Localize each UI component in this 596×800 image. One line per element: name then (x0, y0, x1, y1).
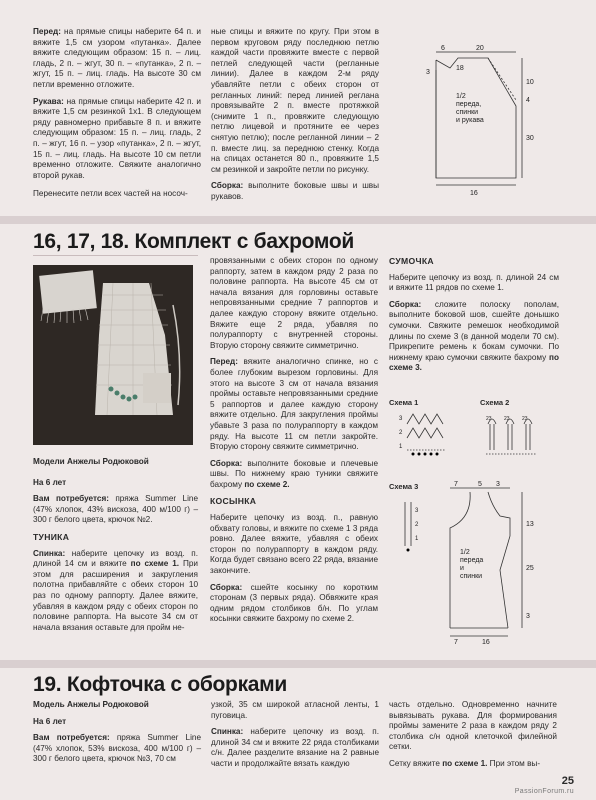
top-col-2: ные спицы и вяжите по кругу. При этом в первом круговом ряду последнюю петлю каждой части провяжите вместе с первой петлей следующей части (регланные линии). Далее в каждом 2-м ряду убавляйте петли с обеих сторон от регланных линий: перед линией реглана провязывайте 2 п. вместе протяжкой (снимите 1 п., провяжите следующую петлю лицевой и протяните ее через снятую петлю); после регланной линии – 2 п. вместе лиц. за переднюю стенку. Когда на спицах останется 80 п., провяжите 1,5 см резинкой и закройте петли по рисунку. Сборка: выполните боковые швы и швы рукавов. (211, 27, 379, 201)
svg-text:13: 13 (526, 521, 534, 528)
page-number: 25 (561, 775, 574, 787)
tunic-schematic-diagram (430, 478, 570, 648)
svg-text:25: 25 (526, 565, 534, 572)
svg-text:и рукава: и рукава (456, 117, 484, 124)
svg-text:1/2: 1/2 (456, 93, 466, 100)
svg-text:23: 23 (486, 416, 492, 422)
dim-10: 10 (526, 79, 534, 86)
dim-4: 4 (526, 97, 530, 104)
section3-col-1: Модель Анжелы Родюковой На 6 лет Вам потребуется: пряжа Summer Line (47% хлопок, 53% вискоза, 400 м/100 г) – 300 г белого цвета, крючок №3, 70 см (33, 700, 201, 764)
svg-text:переда,: переда, (456, 101, 482, 108)
label-front: Перед: (33, 27, 61, 36)
schema-2-diagram (478, 410, 548, 460)
svg-text:16: 16 (482, 639, 490, 646)
top-col-1: Перед: на прямые спицы наберите 64 п. и вяжите 1,5 см узором «путанка». Далее вяжите следующим образом: 15 п. – лиц. гладь, 2 п. – жгут, 30 п. – «путанка», 2 п. – жгут, 15 п. – лиц. гладь. На высоте 30 см петли временно отложите. Рукава: на прямые спицы наберите 42 п. и вяжите 1,5 см резинкой 1х1. В следующем ряду равномерно прибавьте 8 п. и вяжите следующим образом: 15 п. – лиц. гладь, 2 п. – жгут, 16 п. – узор «путанка», 2 п. – жгут, 15 п. – лиц. гладь. На высоте 10 см петли временно отложите. Свяжите аналогично второй рукав. Перенесите петли всех частей на носоч- (33, 27, 201, 199)
svg-text:2: 2 (399, 430, 403, 436)
section2-col-1: Модели Анжелы Родюковой На 6 лет Вам потребуется: пряжа Summer Line (47% хлопок, 43% вискоза, 400 м/100 г) – 300 г белого цвета, крючок №2. ТУНИКА Спинка: наберите цепочку из возд. п. длиной 14 см и вяжите по схеме 1. При этом для расширения и закругления полотна прибавляйте с обеих сторон 10 раз по одному раппорту. Далее вяжите, убавляя в каждом ряду с обеих сторон по половине раппорта. На высоте 34 см от начала вязания оставьте для пройм не- (33, 457, 198, 632)
schema-3-title: Схема 3 (389, 482, 419, 491)
svg-text:2: 2 (415, 522, 419, 528)
svg-text:23: 23 (504, 416, 510, 422)
schema-3-diagram (395, 496, 435, 556)
tunic-heading: ТУНИКА (33, 531, 70, 542)
scarf-heading: КОСЫНКА (210, 496, 257, 507)
schema-2-title: Схема 2 (480, 398, 510, 407)
svg-text:1: 1 (415, 536, 419, 542)
schema-1-diagram (389, 410, 469, 460)
svg-text:1: 1 (399, 444, 403, 450)
svg-text:5: 5 (478, 481, 482, 488)
svg-text:спинки: спинки (456, 109, 479, 116)
section3-col-2: узкой, 35 см широкой атласной ленты, 1 пуговица. Спинка: наберите цепочку из возд. п. длиной 34 см и вяжите 22 ряда столбиками с/н. Далее разделите вязание на 2 равные части и продолжайте вязать каждую (211, 700, 379, 768)
svg-text:7: 7 (454, 639, 458, 646)
dim-30: 30 (526, 135, 534, 142)
svg-text:3: 3 (526, 613, 530, 620)
svg-text:3: 3 (496, 481, 500, 488)
product-photo (33, 265, 193, 445)
section3-col-3: часть отдельно. Одновременно начните вывязывать рукава. Для формирования проймы замените 2 раза в каждом ряду 2 столбика с/н одной клеточкой филейной сетки. Сетку вяжите по схеме 1. При этом вы- (389, 700, 557, 768)
age-label: На 6 лет (33, 477, 67, 487)
svg-text:3: 3 (399, 416, 403, 422)
watermark: PassionForum.ru (514, 788, 574, 795)
designer-credit: Модели Анжелы Родюковой (33, 457, 149, 466)
svg-text:переда: переда (460, 557, 484, 564)
svg-text:7: 7 (454, 481, 458, 488)
raglan-schematic-diagram (408, 40, 568, 200)
label-assembly: Сборка: (211, 181, 244, 191)
dim-3: 3 (426, 69, 430, 76)
section-title-blouse: 19. Кофточка с оборками (33, 673, 288, 696)
label-sleeves: Рукава: (33, 96, 64, 106)
bag-heading: СУМОЧКА (389, 256, 434, 266)
dim-20: 20 (476, 45, 484, 52)
section2-col-2: провязанными с обеих сторон по одному раппорту, затем в каждом ряду 2 раза по половине раппорта. На высоте 45 см от начала вязания для горловины оставьте непровязанными средние 7 раппортов и далее каждую сторону вяжите отдельно. Вяжите еще 2 ряда, убавляя по полураппорту с внутренней стороны. Вторую сторону свяжите симметрично. Перед: вяжите аналогично спинке, но с более глубоким вырезом горловины. Для этого на высоте 3 см от начала вязания проймы оставьте непровязанными средние 5 раппортов и далее каждую сторону вяжите отдельно. Для закругления проймы убавьте 3 раза по полураппорту в каждом ряду. На высоте 11 см петли закройте. Вторую сторону свяжите симметрично. Сборка: выполните боковые и плечевые швы. По нижнему краю туники свяжите бахрому по схеме 2. КОСЫНКА Наберите цепочку из возд. п., равную обхвату головы, и вяжите по схеме 1 3 ряда ровно. Далее вяжите, убавляя с обеих сторон по полураппорту в каждом ряду. Когда будет связано всего 22 ряда, вязание закончите. Сборка: сшейте косынку по коротким сторонам (3 первых ряда). Обвяжите края одним рядом столбиков б/н. По углам косынки свяжите бахрому по схеме 2. (210, 256, 378, 624)
section-separator-2 (0, 660, 596, 668)
section2-col-3: СУМОЧКА Наберите цепочку из возд. п. длиной 24 см и вяжите 11 рядов по схеме 1. Сборка: сложите полоску пополам, выполните боковой шов, сшейте донышко сумочки. Свяжите ремешок необходимой длины по схеме 3 (в данной модели 70 см). Прикрепите ремень к бокам сумочки. По нижнему краю сумочки свяжите бахрому по схеме 3. (389, 256, 559, 373)
svg-text:23: 23 (522, 416, 528, 422)
section-title-set: 16, 17, 18. Комплект с бахромой (33, 230, 354, 253)
schema-1-title: Схема 1 (389, 398, 419, 407)
svg-text:спинки: спинки (460, 573, 483, 580)
dim-18: 18 (456, 65, 464, 72)
section-separator (0, 216, 596, 224)
svg-text:1/2: 1/2 (460, 549, 470, 556)
dim-16: 16 (470, 190, 478, 197)
dim-6: 6 (441, 45, 445, 52)
svg-text:3: 3 (415, 508, 419, 514)
svg-text:и: и (460, 565, 464, 572)
